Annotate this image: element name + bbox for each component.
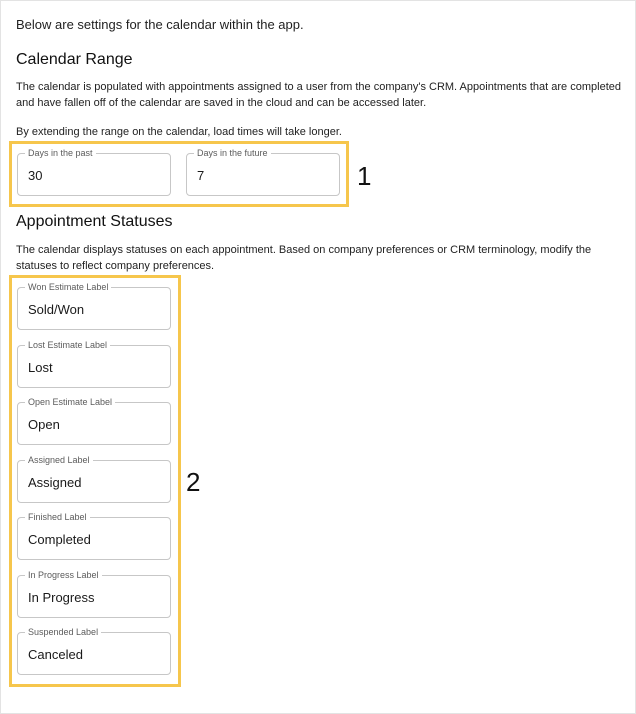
open-estimate-field[interactable]	[17, 397, 171, 445]
days-past-label: Days in the past	[25, 148, 96, 159]
open-estimate-input[interactable]	[28, 417, 162, 432]
open-estimate-label: Open Estimate Label	[25, 397, 115, 408]
lost-estimate-input[interactable]	[28, 360, 162, 375]
suspended-label: Suspended Label	[25, 627, 101, 638]
callout-number-2: 2	[186, 467, 201, 497]
assigned-field[interactable]	[17, 455, 171, 503]
suspended-input[interactable]	[28, 647, 162, 662]
intro-text: Below are settings for the calendar within the app.	[16, 17, 304, 32]
appointment-statuses-description: The calendar displays statuses on each appointment. Based on company preferences or CRM terminology, modify the statuses to reflect company preferences.	[16, 244, 592, 272]
days-future-input[interactable]	[197, 168, 331, 183]
assigned-label: Assigned Label	[25, 455, 93, 466]
days-future-field[interactable]	[186, 148, 340, 196]
appointment-statuses-heading: Appointment Statuses	[16, 213, 173, 230]
won-estimate-field[interactable]	[17, 282, 171, 330]
calendar-range-note: By extending the range on the calendar, load times will take longer.	[16, 126, 342, 138]
callout-number-1: 1	[357, 161, 372, 191]
calendar-range-heading: Calendar Range	[16, 51, 133, 68]
finished-input[interactable]	[28, 532, 162, 547]
lost-estimate-field[interactable]	[17, 340, 171, 388]
days-past-input[interactable]	[28, 168, 162, 183]
finished-label: Finished Label	[25, 512, 90, 523]
calendar-range-description: The calendar is populated with appointments assigned to a user from the company's CRM. Appointments that are completed and have fallen off of the calendar are saved in the cloud and can be accessed later.	[16, 81, 621, 109]
lost-estimate-label: Lost Estimate Label	[25, 340, 110, 351]
suspended-field[interactable]	[17, 627, 171, 675]
in-progress-field[interactable]	[17, 570, 171, 618]
assigned-input[interactable]	[28, 475, 162, 490]
in-progress-input[interactable]	[28, 590, 162, 605]
won-estimate-input[interactable]	[28, 302, 162, 317]
in-progress-label: In Progress Label	[25, 570, 102, 581]
won-estimate-label: Won Estimate Label	[25, 282, 111, 293]
finished-field[interactable]	[17, 512, 171, 560]
days-past-field[interactable]	[17, 148, 171, 196]
days-future-label: Days in the future	[194, 148, 271, 159]
